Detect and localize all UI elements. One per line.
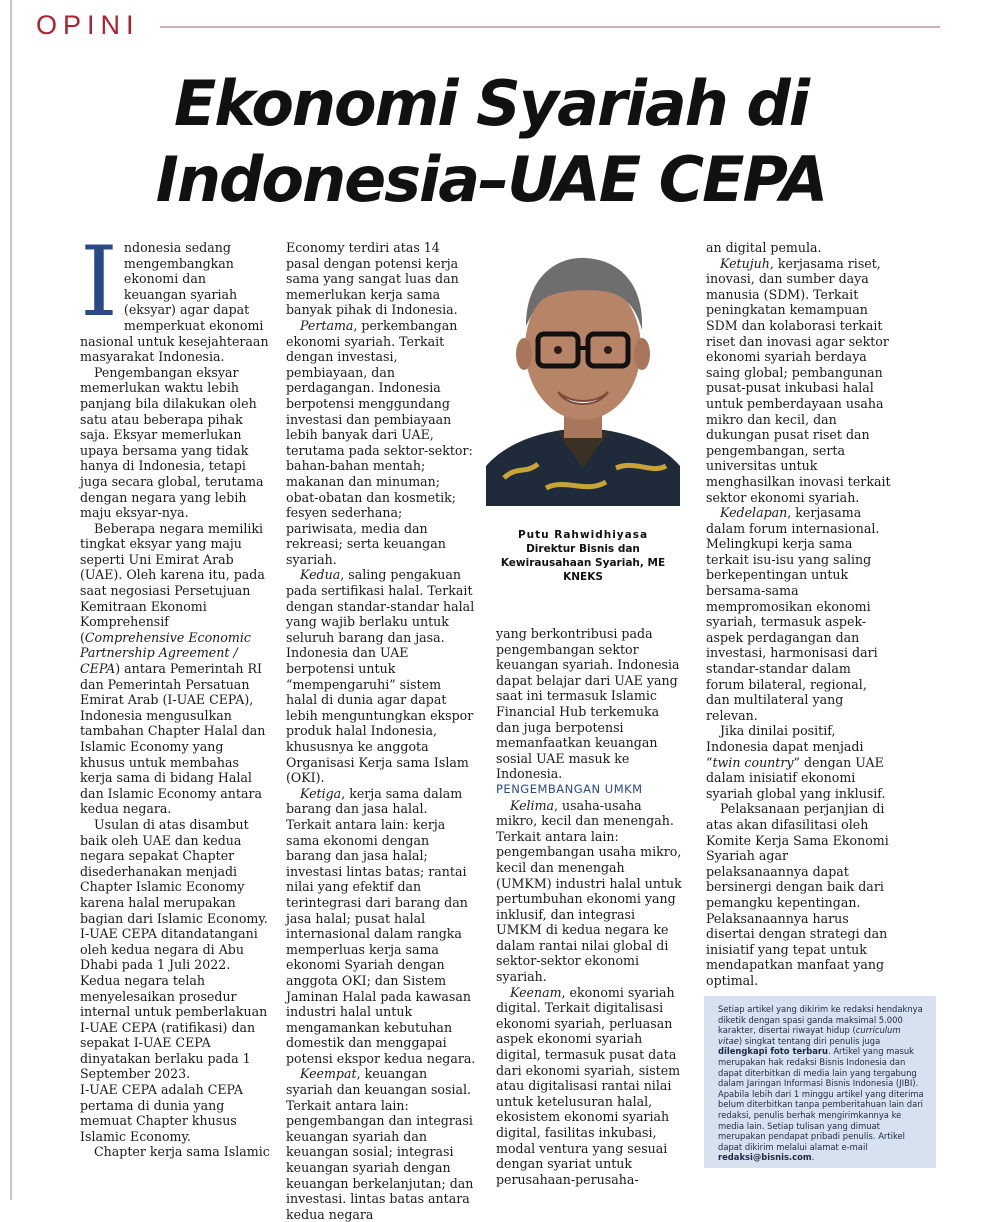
email-address: redaksi@bisnis.com xyxy=(718,1152,812,1163)
paragraph-text: , kerja sama dalam barang dan jasa halal. Terkait antara lain: kerja sama ekonomi dengan barang dan jasa halal; investasi lintas batas; rantai nilai yang efektif dan terintegrasi dari barang dan jasa halal; pusat halal internasional dalam rangka memperluas kerja sama ekonomi Syariah dengan anggota OKI; dan Sistem Jaminan Halal pada kawasan industri halal untuk mengamankan kebutuhan domestik dan menggapai potensi ekspor kedua negara. xyxy=(286,785,476,1066)
paragraph xyxy=(496,798,682,985)
paragraph xyxy=(706,505,892,723)
paragraph-text: , kerjasama riset, inovasi, dan sumber daya manusia (SDM). Terkait peningkatan kemampuan SDM dan kolaborasi terkait riset dan inovasi agar sektor ekonomi syariah berdaya saing global; pembangunan pusat-pusat inkubasi halal untuk pemberdayaan usaha mikro dan kecil, dan dukungan pusat riset dan pengembangan, serta universitas untuk menghasilkan inovasi terkait sektor ekonomi syariah. xyxy=(706,255,891,505)
italic-text: twin country xyxy=(712,754,794,770)
paragraph xyxy=(706,723,892,801)
paragraph-text: ndonesia sedang mengembangkan ekonomi dan keuangan syariah (eksyar) agar dapat memperkuat ekonomi nasional untuk kesejahteraan masyarakat Indonesia. xyxy=(80,240,269,365)
author-title-line: Kewirausahaan Syariah, ME xyxy=(500,557,666,569)
paragraph xyxy=(706,256,892,506)
author-name: Putu Rahwidhiyasa xyxy=(517,529,649,541)
note-text: ) singkat tentang diri penulis juga xyxy=(738,1035,881,1046)
article-column-2 xyxy=(286,240,476,1222)
italic-text: Keenam xyxy=(510,984,562,1000)
italic-text: Kedua xyxy=(300,567,341,583)
paragraph xyxy=(496,985,682,1188)
paragraph-text: ) antara Pemerintah RI dan Pemerintah Persatuan Emirat Arab (I-UAE CEPA), Indonesia mengusulkan tambahan Chapter Halal dan Islamic Economy yang khusus untuk membahas kerja sama di bidang Halal dan Islamic Economy antara kedua negara. xyxy=(80,661,266,817)
paragraph-text: , kerjasama dalam forum internasional. Melingkupi kerja sama terkait isu-isu yang saling berkepentingan untuk bersama-sama mempromosikan ekonomi syariah, termasuk aspek-aspek perdagangan dan investasi, harmonisasi dari standar-standar dalam forum bilateral, regional, dan multilateral yang relevan. xyxy=(706,505,880,723)
note-text: Setiap artikel yang dikirim ke redaksi hendaknya diketik dengan spasi ganda maksimal 5.000 karakter, disertai riwayat hidup ( xyxy=(718,1004,923,1036)
article-column-3 xyxy=(496,626,682,1187)
paragraph-text: , keuangan syariah dan keuangan sosial. Terkait antara lain: pengembangan dan integrasi keuangan syariah dan keuangan sosial; integrasi keuangan syariah dengan keuangan berkelanjutan; dan investasi. lintas batas antara kedua negara xyxy=(286,1066,474,1222)
paragraph: I-UAE CEPA adalah CEPA pertama di dunia yang memuat Chapter khusus Islamic Economy. xyxy=(80,1082,243,1144)
paragraph: an digital pemula. xyxy=(706,240,822,255)
article-column-4 xyxy=(706,240,892,989)
author-caption xyxy=(486,528,680,584)
italic-text: Kedelapan xyxy=(720,505,788,521)
section-divider xyxy=(160,26,940,28)
paragraph xyxy=(80,226,270,365)
paragraph xyxy=(286,318,476,568)
paragraph xyxy=(286,1066,476,1222)
author-portrait-illustration xyxy=(486,238,680,506)
paragraph: Chapter kerja sama Islamic xyxy=(94,1144,270,1160)
paragraph-text: , ekonomi syariah digital. Terkait digitalisasi ekonomi syariah, perluasan aspek ekonomi syariah digital, termasuk pusat data dari ekonomi syariah, sistem atau digitalisasi rantai nilai untuk ketelusuran halal, ekosistem ekonomi syariah digital, fasilitas inkubasi, modal ventura yang sesuai dengan syariat untuk perusahaan-perusaha- xyxy=(496,984,681,1187)
paragraph-text: Jika dinilai positif, Indonesia dapat menjadi “ xyxy=(706,723,864,770)
paragraph-text: ” dengan UAE dalam inisiatif ekonomi syariah global yang inklusif. xyxy=(706,754,886,801)
italic-text: Kelima xyxy=(510,797,555,813)
paragraph-text: , usaha-usaha mikro, kecil dan menengah. Terkait antara lain: pengembangan usaha mikro, kecil dan menengah (UMKM) industri halal untuk pertumbuhan ekonomi yang inklusif, dan integrasi UMKM di kedua negara ke dalam rantai nilai global di sektor-sektor ekonomi syariah. xyxy=(496,797,682,985)
paragraph xyxy=(80,521,270,817)
submission-note-box xyxy=(704,996,936,1168)
paragraph: Pelaksanaan perjanjian di atas akan difasilitasi oleh Komite Kerja Sama Ekonomi Syariah agar pelaksanaannya dapat bersinergi dengan baik dari pemangku kepentingan. Pelaksanaannya harus disertai dengan strategi dan inisiatif yang tepat untuk mendapatkan manfaat yang optimal. xyxy=(706,801,889,988)
section-label: OPINI xyxy=(36,10,140,40)
italic-text: Comprehensive Economic Partnership Agreement / CEPA xyxy=(80,629,251,677)
author-title-line: Direktur Bisnis dan xyxy=(526,543,640,555)
italic-text: Pertama xyxy=(300,317,354,333)
paragraph xyxy=(286,786,476,1067)
subheading: PENGEMBANGAN UMKM xyxy=(496,781,643,796)
headline-line-2: Indonesia–UAE CEPA xyxy=(155,143,827,216)
article-column-1 xyxy=(80,226,270,1160)
paragraph-text: , perkembangan ekonomi syariah. Terkait dengan investasi, pembiayaan, dan perdagangan. Indonesia berpotensi menggundang investasi dan pembiayaan lebih banyak dari UAE, terutama pada sektor-sektor: bahan-bahan mentah; makanan dan minuman; obat-obatan dan kosmetik; fesyen sederhana; pariwisata, media dan rekreasi; serta keuangan syariah. xyxy=(286,317,473,567)
headline-line-1: Ekonomi Syariah di xyxy=(173,67,809,140)
paragraph-text: Beberapa negara memiliki tingkat eksyar yang maju seperti Uni Emirat Arab (UAE). Oleh karena itu, pada saat negosiasi Persetujuan Kemitraan Ekonomi Komprehensif ( xyxy=(80,520,265,645)
note-italic: curriculum vitae xyxy=(718,1025,901,1046)
note-text: . Artikel yang masuk merupakan hak redaksi Bisnis Indonesia dan dapat diterbitkan di media lain yang tergabung dalam Jaringan Informasi Bisnis Indonesia (JIBI). Apabila lebih dari 1 minggu artikel yang diterima belum diterbitkan tanpa pemberitahuan lain dari redaksi, penulis berhak mengirimkannya ke media lain. Setiap tulisan yang dimuat merupakan pendapat pribadi penulis. Artikel dapat dikirim melalui alamat e-mail xyxy=(718,1046,924,1152)
note-bold: dilengkapi foto terbaru xyxy=(718,1046,828,1057)
drop-cap: I xyxy=(80,226,118,338)
italic-text: Ketiga xyxy=(300,785,342,801)
paragraph-text: , saling pengakuan pada sertifikasi halal. Terkait dengan standar-standar halal yang wajib berlaku untuk seluruh barang dan jasa. Indonesia dan UAE berpotensi untuk “mempengaruhi” sistem halal di dunia agar dapat lebih menguntungkan ekspor produk halal Indonesia, khususnya ke anggota Organisasi Kerja sama Islam (OKI). xyxy=(286,567,475,786)
note-text: . xyxy=(811,1152,815,1163)
paragraph: Usulan di atas disambut baik oleh UAE dan kedua negara sepakat Chapter disederhanakan menjadi Chapter Islamic Economy karena halal merupakan bagian dari Islamic Economy. I-UAE CEPA ditandatangani oleh kedua negara di Abu Dhabi pada 1 Juli 2022. Kedua negara telah menyelesaikan prosedur internal untuk pemberlakuan I-UAE CEPA (ratifikasi) dan sepakat I-UAE CEPA dinyatakan berlaku pada 1 September 2023. xyxy=(80,816,268,1082)
paragraph: Economy terdiri atas 14 pasal dengan potensi kerja sama yang sangat luas dan memerlukan kerja sama banyak pihak di Indonesia. xyxy=(286,240,459,318)
italic-text: Ketujuh xyxy=(720,255,770,271)
paragraph: Pengembangan eksyar memerlukan waktu lebih panjang bila dilakukan oleh satu atau beberapa pihak saja. Eksyar memerlukan upaya bersama yang tidak hanya di Indonesia, tetapi juga secara global, terutama dengan negara yang lebih maju eksyar-nya. xyxy=(80,364,264,521)
author-photo xyxy=(486,238,680,506)
paragraph xyxy=(286,567,476,785)
paragraph: yang berkontribusi pada pengembangan sektor keuangan syariah. Indonesia dapat belajar dari UAE yang saat ini termasuk Islamic Financial Hub terkemuka dan juga berpotensi memanfaatkan keuangan sosial UAE masuk ke Indonesia. xyxy=(496,626,680,782)
italic-text: Keempat xyxy=(300,1066,357,1082)
submission-note-text xyxy=(718,1004,926,1163)
author-title-line: KNEKS xyxy=(563,571,603,583)
